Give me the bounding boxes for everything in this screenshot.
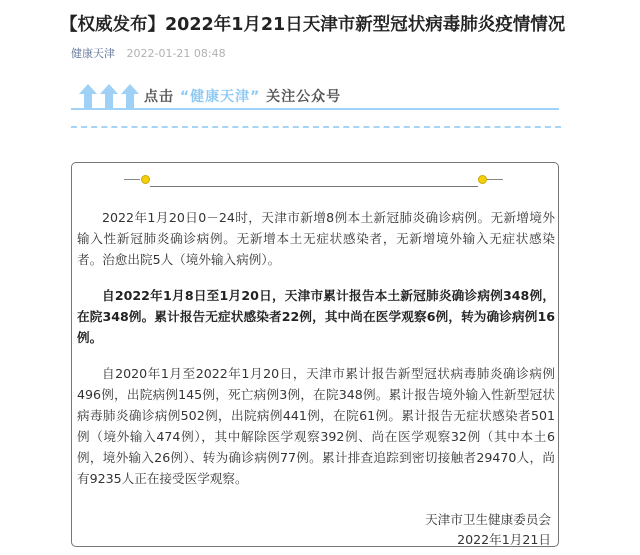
local-cumulative-paragraph: 自2022年1月8日至1月20日，天津市累计报告本土新冠肺炎确诊病例348例，在院348例。累计报告无症状感染者22例，其中尚在医学观察6例，转为确诊病例16例。: [77, 288, 555, 345]
follow-suffix: 关注公众号: [266, 89, 342, 105]
follow-prefix: 点击: [144, 89, 174, 105]
total-cumulative-paragraph: 自2020年1月至2022年1月20日，天津市累计报告新型冠状病毒肺炎确诊病例496例，出院病例145例，死亡病例3例，在院348例。累计报告境外输入性新型冠状病毒肺炎确诊病例502例，出院病例441例，在院61例。累计报告无症状感染者501例（境外输入474例），其中解除医学观察392例、尚在医学观察32例（其中本土6例，境外输入26例）、转为确诊病例77例。累计排查追踪到密切接触者29470人，尚有9235人正在接受医学观察。: [77, 366, 555, 486]
deco-line-middle: [150, 186, 478, 187]
deco-line-right: [487, 179, 503, 180]
follow-account-name[interactable]: “健康天津”: [179, 89, 261, 105]
signature-date: 2022年1月21日: [457, 532, 551, 547]
deco-line-left: [124, 179, 140, 180]
dashed-divider: [71, 126, 561, 128]
up-arrow-icon: [100, 84, 118, 108]
follow-banner[interactable]: [71, 82, 559, 110]
yellow-dot-icon: [478, 175, 487, 184]
arrow-group: [79, 84, 139, 108]
daily-report-paragraph: 2022年1月20日0－24时，天津市新增8例本土新冠肺炎确诊病例。无新增境外输入性新冠肺炎确诊病例。无新增本土无症状感染者，无新增境外输入无症状感染者。治愈出院5人（境外输入病例）。: [77, 210, 555, 267]
article-meta: [71, 45, 226, 61]
follow-text: [144, 86, 341, 106]
publish-time: 2022-01-21 08:48: [126, 47, 226, 60]
yellow-dot-icon: [141, 175, 150, 184]
notice-card: [71, 162, 559, 547]
article-title: 【权威发布】2022年1月21日天津市新型冠状病毒肺炎疫情情况: [60, 15, 566, 35]
author-link[interactable]: 健康天津: [71, 47, 115, 60]
card-decoration: [72, 175, 558, 187]
signature-organization: 天津市卫生健康委员会: [425, 512, 551, 527]
up-arrow-icon: [121, 84, 139, 108]
up-arrow-icon: [79, 84, 97, 108]
